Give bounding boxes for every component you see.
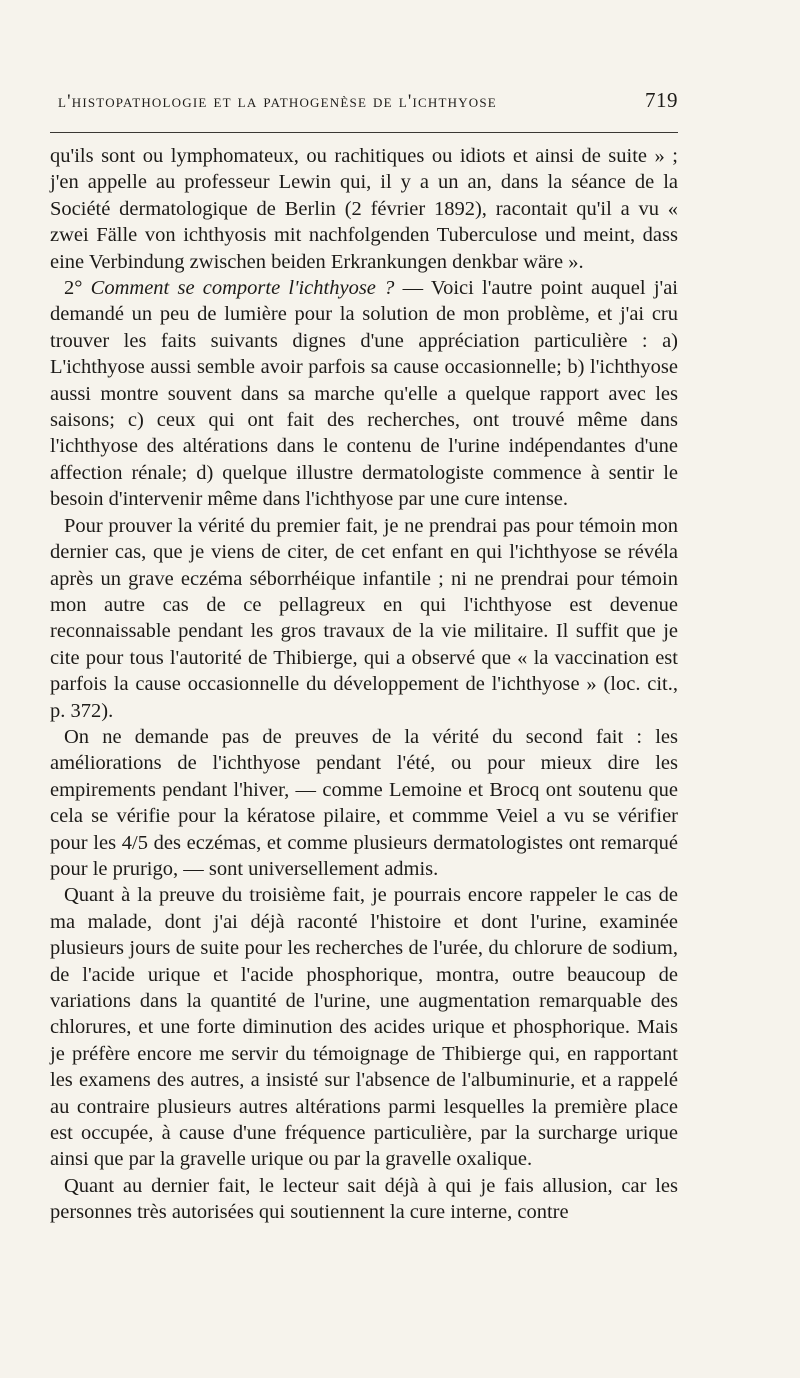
running-header (50, 88, 678, 122)
paragraph (50, 1173, 678, 1226)
paragraph-text: Quant au dernier fait, le lecteur sait déjà à qui je fais allusion, car les personnes très autorisées qui soutiennent la cure interne, contre (50, 1174, 678, 1224)
section-number: 2° (64, 277, 91, 300)
header-rule (50, 132, 678, 133)
paragraph-text: qu'ils sont ou lymphomateux, ou rachitiques ou idiots et ainsi de suite » ; j'en appelle au professeur Lewin qui, il y a un an, dans la séance de la Société dermatologique de Berlin (2 février 1892), racontait qu'il a vu « zwei Fälle von ichthyosis mit nachfolgenden Tuberculose und meint, dass eine Verbindung zwischen beiden Erkrankungen denkbar wäre ». (50, 145, 678, 273)
paragraph-text: On ne demande pas de preuves de la vérité du second fait : les améliorations de l'ichthyose pendant l'été, ou pour mieux dire les empirements pendant l'hiver, — comme Lemoine et Brocq ont soutenu que cela se vérifie pour la kératose pilaire, et commme Veiel a vu se vérifier pour les 4/5 des eczémas, et comme plusieurs dermatologistes ont remarqué pour le prurigo, — sont universellement admis. (50, 725, 678, 880)
paragraph (50, 513, 678, 724)
paragraph-continued (50, 143, 678, 275)
paragraph (50, 724, 678, 882)
paragraph (50, 882, 678, 1172)
paragraph-text: Pour prouver la vérité du premier fait, je ne prendrai pas pour témoin mon dernier cas, que je viens de citer, de cet enfant en qui l'ichthyose se révéla après un grave eczéma séborrhéique infantile ; ni ne prendrai pour témoin mon autre cas de ce pellagreux en qui l'ichthyose est devenue reconnaissable pendant les gros travaux de la vie militaire. Il suffit que je cite pour tous l'autorité de Thibierge, qui a observé que « la vaccination est parfois la cause occasionnelle du développement de l'ichthyose » (loc. cit., p. 372). (50, 514, 678, 722)
running-title: l'histopathologie et la pathogenèse de l'ichthyose (58, 91, 497, 112)
paragraph-text: Quant à la preuve du troisième fait, je pourrais encore rappeler le cas de ma malade, dont j'ai déjà raconté l'histoire et dont l'urine, examinée plusieurs jours de suite pour les recherches de l'urée, du chlorure de sodium, de l'acide urique et l'acide phosphorique, montra, outre beaucoup de variations dans la quantité de l'urine, une augmentation remarquable des chlorures, et une forte diminution des acides urique et phosphorique. Mais je préfère encore me servir du témoignage de Thibierge qui, en rapportant les examens des autres, a insisté sur l'absence de l'albuminurie, et a rappelé au contraire plusieurs autres altérations parmi lesquelles la première place est occupée, à cause d'une fréquence particulière, par la surcharge urique ainsi que par la gravelle urique ou par la gravelle oxalique. (50, 884, 678, 1171)
section-heading: Comment se comporte l'ichthyose ? (90, 277, 395, 300)
body-text (50, 143, 678, 1226)
paragraph-text: — Voici l'autre point auquel j'ai demandé un peu de lumière pour la solution de mon problème, et j'ai cru trouver les faits suivants dignes d'une appréciation particulière : a) L'ichthyose aussi semble avoir parfois sa cause occasionnelle; b) l'ichthyose aussi montre souvent dans sa marche qu'elle a quelque rapport avec les saisons; c) ceux qui ont fait des recherches, ont trouvé même dans l'ichthyose des altérations dans le contenu de l'urine indépendantes d'une affection rénale; d) quelque illustre dermatologiste commence à sentir le besoin d'intervenir même dans l'ichthyose par une cure intense. (50, 277, 679, 511)
paragraph-section-2 (50, 275, 678, 513)
page-number: 719 (645, 88, 678, 112)
